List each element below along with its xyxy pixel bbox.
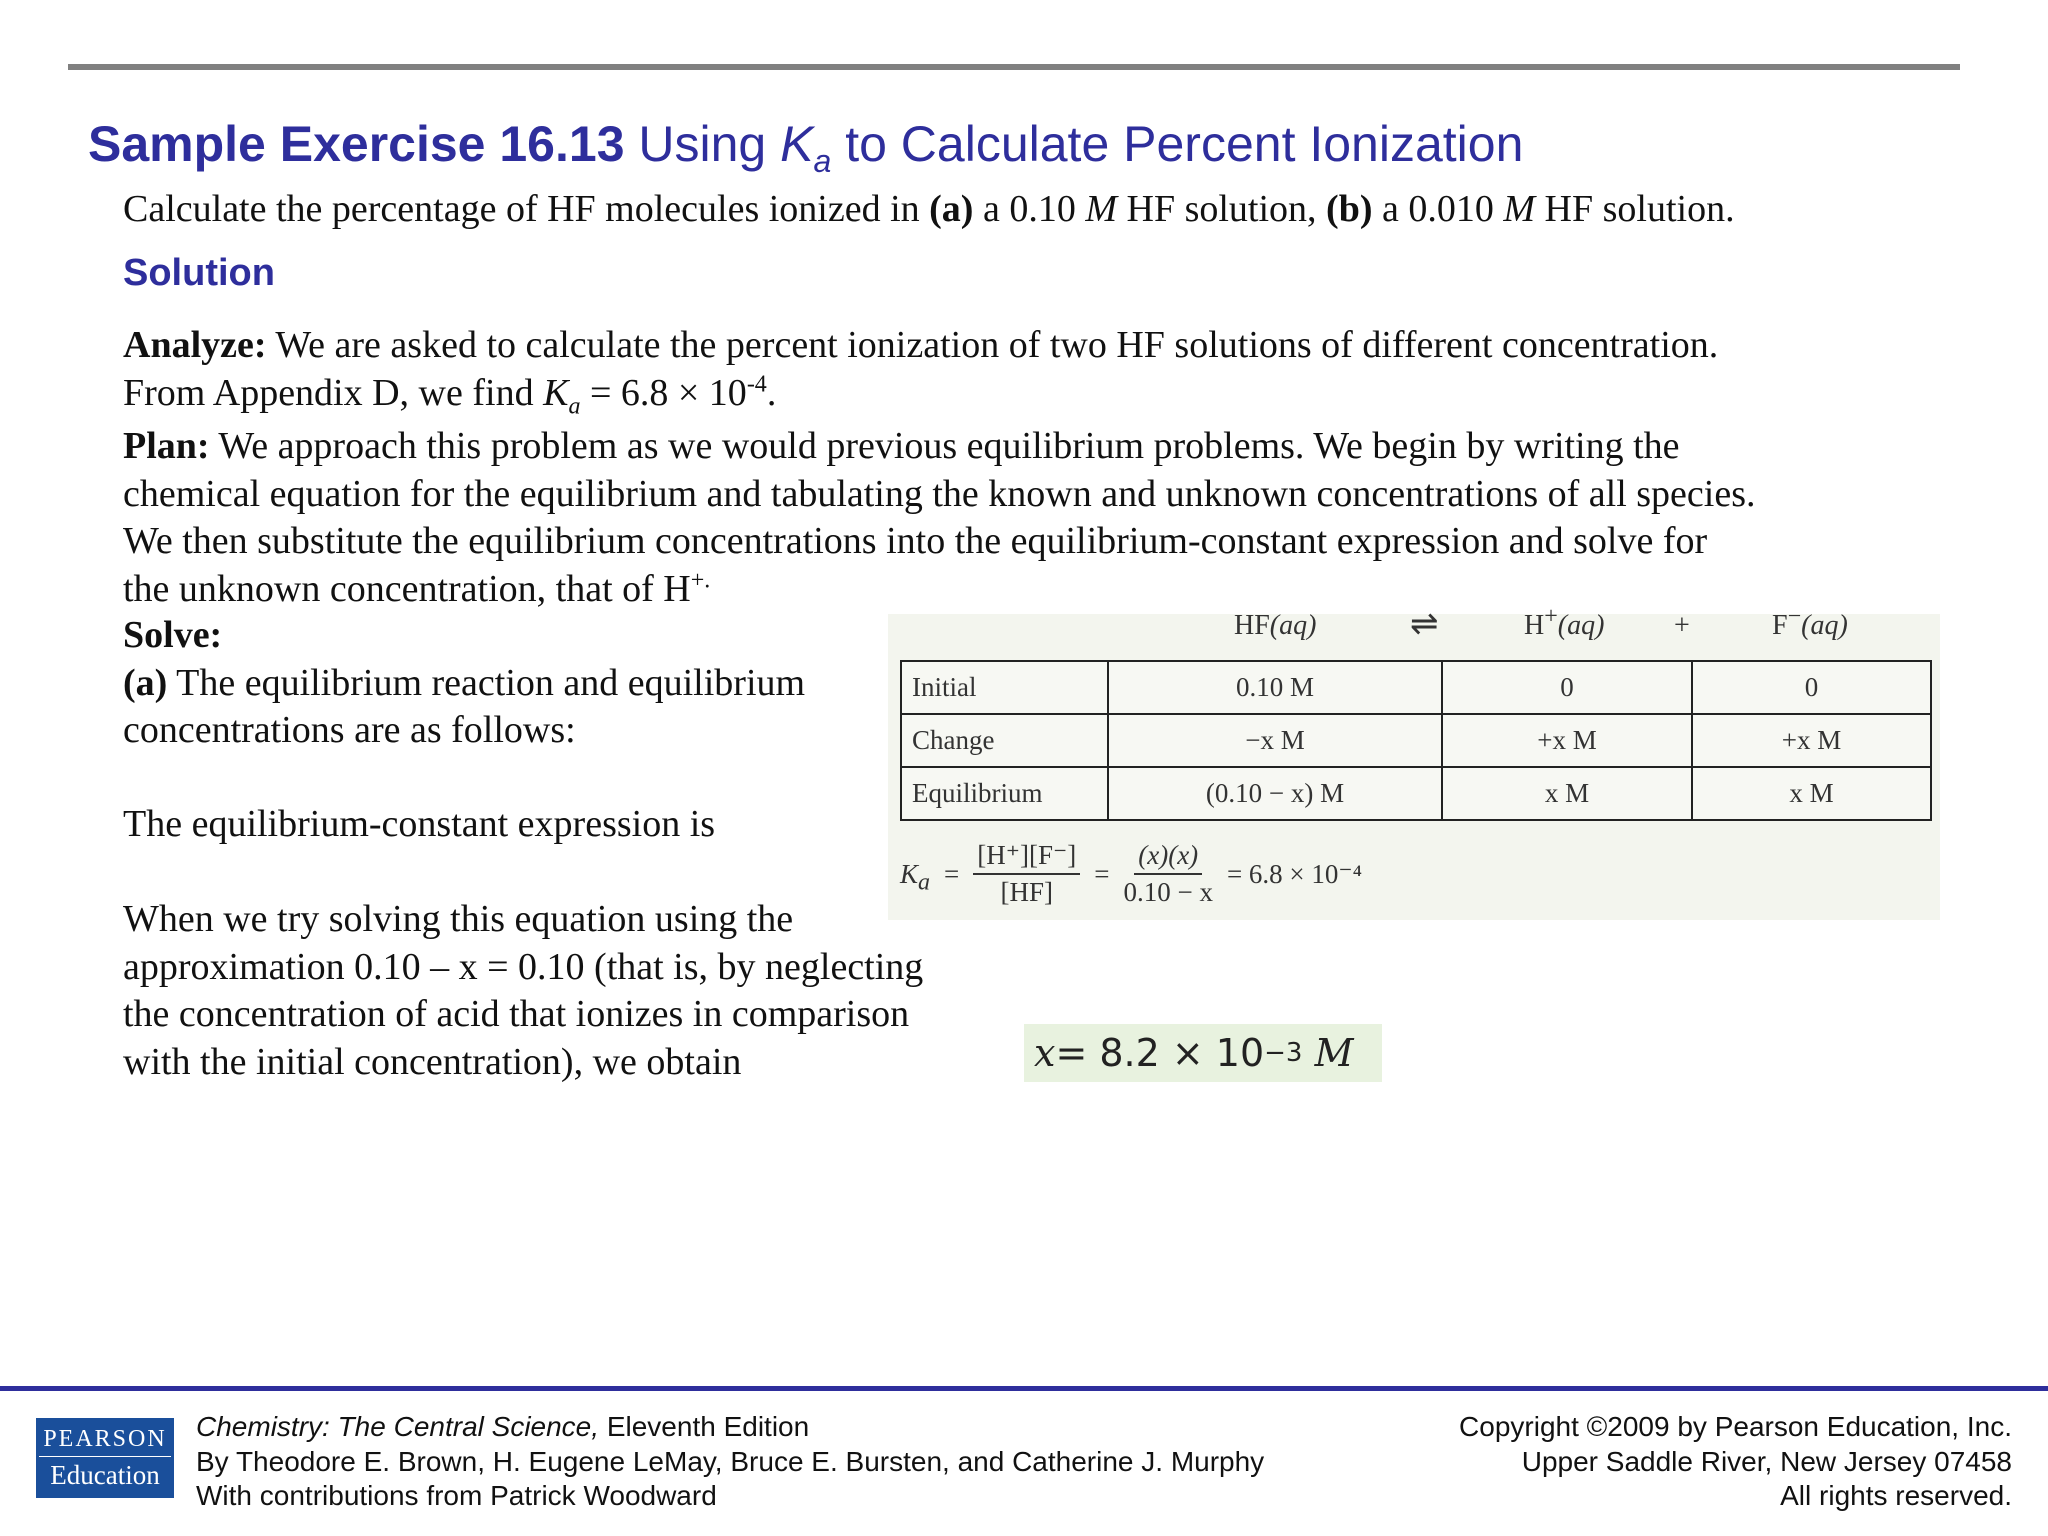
approx-line-1: When we try solving this equation using the [123, 898, 794, 940]
plus-sign: + [1674, 610, 1690, 641]
ka-symbol [900, 858, 931, 895]
h-cell: +x M [1442, 714, 1692, 767]
contributions-line: With contributions from Patrick Woodward [196, 1480, 717, 1511]
pearson-logo [36, 1418, 174, 1498]
f-cell: +x M [1692, 714, 1931, 767]
reactant-state: (aq) [1269, 610, 1317, 641]
result-box: x = 8.2 × 10 −3 M [1024, 1024, 1382, 1082]
solve-label: Solve: [123, 614, 223, 656]
result-unit: M [1314, 1031, 1354, 1075]
address-line: Upper Saddle River, New Jersey 07458 [1521, 1445, 2012, 1477]
solve-a: (a) [123, 661, 168, 704]
footer-copyright [1459, 1410, 2012, 1514]
footer-citation [196, 1410, 1264, 1514]
solve-line-2: concentrations are as follows: [123, 709, 576, 751]
product-formula: F [1772, 610, 1788, 641]
fraction-denominator: [HF] [1000, 877, 1053, 907]
product-f [1772, 603, 1848, 642]
product-charge: + [1544, 603, 1558, 630]
title-k [780, 116, 832, 179]
equilibrium-arrow-icon: ⇌ [1410, 606, 1439, 643]
plan-paragraph [123, 423, 1755, 613]
plan-line-3: We then substitute the equilibrium concentrations into the equilibrium-constant expression and solve for [123, 520, 1708, 562]
question-part: a 0.010 [1372, 188, 1504, 230]
product-state: (aq) [1557, 610, 1605, 641]
ka-k: K [543, 371, 569, 414]
question-a: (a) [929, 188, 974, 230]
hf-cell: (0.10 − x) M [1108, 767, 1442, 820]
analyze-text: We are asked to calculate the percent ionization of two HF solutions of different concentration. [266, 324, 1719, 366]
x-fraction [1123, 840, 1212, 908]
title-post: to Calculate Percent Ionization [845, 116, 1524, 172]
ice-table [900, 660, 1932, 821]
product-h [1524, 603, 1605, 642]
approx-line-2: approximation 0.10 – x = 0.10 (that is, by neglecting [123, 945, 924, 988]
fraction-denominator: 0.10 − x [1123, 877, 1213, 907]
plan-line-2: chemical equation for the equilibrium and tabulating the known and unknown concentrations of all species. [123, 472, 1756, 515]
approx-line-4: with the initial concentration), we obtain [123, 1040, 742, 1083]
product-formula: H [1524, 610, 1545, 641]
concentration-fraction [973, 840, 1080, 908]
analyze-text: = 6.8 × 10 [580, 371, 747, 414]
reactant-hf [1234, 610, 1316, 642]
ka-k: K [900, 858, 919, 889]
solution-heading: Solution [123, 252, 275, 294]
result-x: x [1034, 1031, 1056, 1075]
expression-text: The equilibrium-constant expression is [123, 803, 716, 845]
row-label: Equilibrium [901, 767, 1108, 820]
plan-text: We approach this problem as we would previous equilibrium problems. We begin by writing the [209, 425, 1680, 467]
book-line [196, 1410, 1264, 1445]
analyze-text: From Appendix D, we find [123, 371, 544, 414]
f-cell: 0 [1692, 661, 1931, 714]
ka-expression [900, 840, 1362, 908]
result-value: = 8.2 × 10 [1055, 1031, 1265, 1075]
f-cell: x M [1692, 767, 1931, 820]
slide-title [88, 112, 1524, 179]
h-cell: 0 [1442, 661, 1692, 714]
question-part: a 0.10 [973, 188, 1086, 230]
top-rule [68, 64, 1960, 70]
solve-text: The equilibrium reaction and equilibrium [167, 661, 806, 704]
question-part: HF solution, [1117, 188, 1327, 230]
analyze-end: . [766, 371, 777, 414]
fraction-numerator: (x)(x) [1134, 840, 1202, 875]
table-row [901, 661, 1931, 714]
title-pre: Using [638, 116, 767, 172]
reactant-formula: HF [1234, 610, 1270, 641]
solve-line-1 [123, 660, 805, 708]
analyze-paragraph [123, 322, 1719, 420]
question-part: HF solution. [1535, 188, 1735, 230]
title-lead: Sample Exercise 16.13 [88, 116, 625, 172]
plan-line-4 [123, 566, 1755, 614]
hf-cell: −x M [1108, 714, 1442, 767]
plan-label: Plan: [123, 425, 210, 467]
ka-exponent: -4 [746, 370, 767, 397]
product-state: (aq) [1801, 610, 1848, 641]
solve-paragraph [123, 612, 805, 755]
solve-label-line [123, 612, 805, 660]
table-row [901, 767, 1931, 820]
analyze-line-1 [123, 322, 1718, 370]
question-b: (b) [1326, 188, 1373, 230]
plan-text: the unknown concentration, that of H [123, 567, 691, 610]
copyright-line: Copyright ©2009 by Pearson Education, Inc. [1459, 1411, 2012, 1442]
row-label: Initial [901, 661, 1108, 714]
book-title: Chemistry: The Central Science, [196, 1411, 600, 1442]
analyze-label: Analyze: [123, 324, 267, 366]
molar-unit: M [1503, 188, 1536, 230]
approx-line-3: the concentration of acid that ionizes in comparison [123, 993, 910, 1035]
plan-line-1 [123, 423, 1755, 471]
ka-sub: a [568, 393, 581, 420]
equals-sign: = [944, 858, 960, 889]
ka-value: = 6.8 × 10⁻⁴ [1226, 858, 1363, 889]
logo-line-2: Education [50, 1459, 160, 1490]
rights-line: All rights reserved. [1780, 1480, 2012, 1511]
title-k-sub: a [813, 143, 832, 179]
approximation-paragraph [123, 896, 923, 1086]
product-charge: − [1787, 603, 1802, 630]
footer-rule [0, 1386, 2048, 1391]
row-label: Change [901, 714, 1108, 767]
fraction-numerator: [H⁺][F⁻] [973, 840, 1080, 875]
question-text [123, 186, 1735, 234]
hf-cell: 0.10 M [1108, 661, 1442, 714]
plan-sup: +. [690, 566, 711, 593]
molar-unit: M [1085, 188, 1117, 230]
ka-sub: a [918, 868, 931, 895]
equals-sign: = [1094, 858, 1110, 889]
book-edition: Eleventh Edition [599, 1411, 810, 1442]
authors-line: By Theodore E. Brown, H. Eugene LeMay, Bruce E. Bursten, and Catherine J. Murphy [196, 1445, 1265, 1477]
logo-line-1: PEARSON [39, 1426, 170, 1457]
analyze-line-2 [123, 370, 1718, 418]
table-row [901, 714, 1931, 767]
question-part: Calculate the percentage of HF molecules ionized in [123, 188, 930, 230]
title-k-letter: K [780, 116, 814, 172]
h-cell: x M [1442, 767, 1692, 820]
